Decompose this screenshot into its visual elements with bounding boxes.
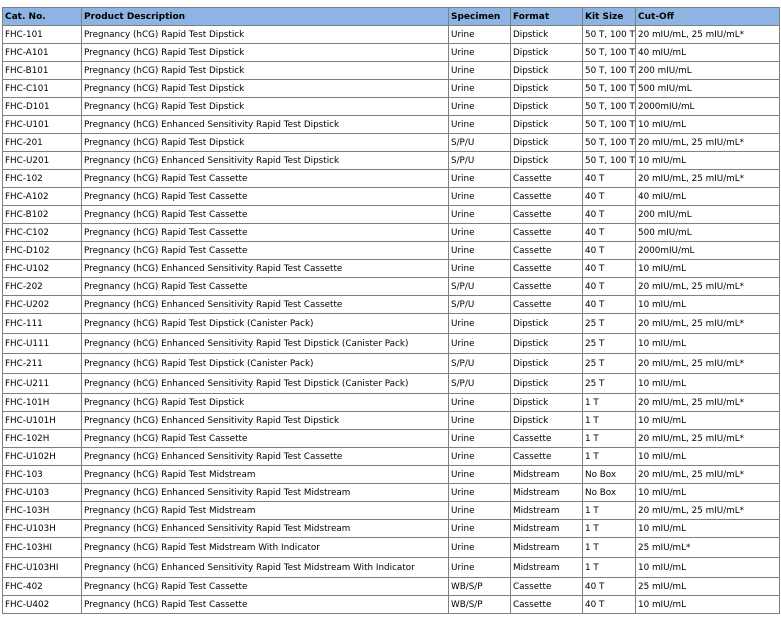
cell-product-description: Pregnancy (hCG) Enhanced Sensitivity Rapid Test Cassette — [82, 296, 449, 314]
cell-format: Dipstick — [511, 134, 583, 152]
cell-kit-size: 40 T — [583, 296, 636, 314]
table-row — [3, 394, 780, 412]
cell-product-description: Pregnancy (hCG) Rapid Test Cassette — [82, 578, 449, 596]
cell-cat-no: FHC-C102 — [3, 224, 82, 242]
cell-product-description: Pregnancy (hCG) Rapid Test Dipstick — [82, 80, 449, 98]
cell-cut-off: 40 mIU/mL — [636, 188, 780, 206]
cell-specimen: Urine — [449, 26, 511, 44]
cell-cat-no: FHC-C101 — [3, 80, 82, 98]
cell-format: Midstream — [511, 558, 583, 578]
cell-kit-size: 1 T — [583, 520, 636, 538]
cell-kit-size: 1 T — [583, 502, 636, 520]
table-row — [3, 170, 780, 188]
cell-kit-size: No Box — [583, 466, 636, 484]
cell-specimen: S/P/U — [449, 296, 511, 314]
table-row — [3, 520, 780, 538]
cell-product-description: Pregnancy (hCG) Rapid Test Dipstick (Canister Pack) — [82, 314, 449, 334]
cell-cat-no: FHC-B102 — [3, 206, 82, 224]
table-row — [3, 334, 780, 354]
cell-format: Dipstick — [511, 26, 583, 44]
cell-specimen: Urine — [449, 558, 511, 578]
cell-cat-no: FHC-103 — [3, 466, 82, 484]
cell-cat-no: FHC-U101 — [3, 116, 82, 134]
table-row — [3, 314, 780, 334]
table-row — [3, 98, 780, 116]
cell-cut-off: 20 mIU/mL, 25 mIU/mL* — [636, 430, 780, 448]
cell-cat-no: FHC-101 — [3, 26, 82, 44]
cell-product-description: Pregnancy (hCG) Rapid Test Cassette — [82, 596, 449, 614]
cell-format: Midstream — [511, 520, 583, 538]
cell-product-description: Pregnancy (hCG) Enhanced Sensitivity Rapid Test Dipstick — [82, 116, 449, 134]
cell-kit-size: 50 T, 100 T — [583, 134, 636, 152]
cell-format: Dipstick — [511, 80, 583, 98]
cell-product-description: Pregnancy (hCG) Rapid Test Dipstick — [82, 394, 449, 412]
table-row — [3, 412, 780, 430]
cell-format: Dipstick — [511, 334, 583, 354]
header-cat-no: Cat. No. — [3, 8, 82, 26]
cell-product-description: Pregnancy (hCG) Rapid Test Midstream — [82, 466, 449, 484]
cell-cut-off: 25 mIU/mL* — [636, 538, 780, 558]
cell-cut-off: 10 mIU/mL — [636, 374, 780, 394]
cell-cat-no: FHC-U201 — [3, 152, 82, 170]
table-row — [3, 206, 780, 224]
cell-cut-off: 20 mIU/mL, 25 mIU/mL* — [636, 134, 780, 152]
cell-kit-size: 25 T — [583, 354, 636, 374]
cell-format: Cassette — [511, 296, 583, 314]
cell-specimen: Urine — [449, 484, 511, 502]
cell-kit-size: 1 T — [583, 538, 636, 558]
cell-specimen: Urine — [449, 448, 511, 466]
cell-specimen: Urine — [449, 502, 511, 520]
cell-cat-no: FHC-102 — [3, 170, 82, 188]
header-product-description: Product Description — [82, 8, 449, 26]
cell-cut-off: 500 mIU/mL — [636, 80, 780, 98]
table-row — [3, 558, 780, 578]
cell-format: Cassette — [511, 596, 583, 614]
cell-format: Cassette — [511, 578, 583, 596]
cell-kit-size: 40 T — [583, 578, 636, 596]
cell-specimen: S/P/U — [449, 134, 511, 152]
table-row — [3, 374, 780, 394]
cell-specimen: WB/S/P — [449, 578, 511, 596]
cell-cat-no: FHC-U402 — [3, 596, 82, 614]
header-cut-off: Cut-Off — [636, 8, 780, 26]
cell-specimen: Urine — [449, 44, 511, 62]
cell-format: Dipstick — [511, 44, 583, 62]
table-row — [3, 430, 780, 448]
table-row — [3, 242, 780, 260]
table-row — [3, 448, 780, 466]
cell-cat-no: FHC-101H — [3, 394, 82, 412]
cell-specimen: Urine — [449, 170, 511, 188]
cell-specimen: Urine — [449, 314, 511, 334]
table-row — [3, 62, 780, 80]
cell-cat-no: FHC-D101 — [3, 98, 82, 116]
cell-cat-no: FHC-103HI — [3, 538, 82, 558]
cell-cut-off: 10 mIU/mL — [636, 520, 780, 538]
cell-cat-no: FHC-U102 — [3, 260, 82, 278]
table-body — [3, 26, 780, 614]
table-row — [3, 502, 780, 520]
cell-kit-size: 40 T — [583, 242, 636, 260]
cell-cut-off: 20 mIU/mL, 25 mIU/mL* — [636, 502, 780, 520]
cell-cut-off: 25 mIU/mL — [636, 578, 780, 596]
cell-kit-size: 40 T — [583, 260, 636, 278]
cell-product-description: Pregnancy (hCG) Rapid Test Dipstick — [82, 44, 449, 62]
cell-specimen: Urine — [449, 224, 511, 242]
cell-kit-size: 40 T — [583, 206, 636, 224]
cell-format: Dipstick — [511, 374, 583, 394]
cell-product-description: Pregnancy (hCG) Rapid Test Dipstick — [82, 134, 449, 152]
cell-format: Midstream — [511, 502, 583, 520]
cell-cat-no: FHC-U101H — [3, 412, 82, 430]
cell-kit-size: 50 T, 100 T — [583, 62, 636, 80]
cell-specimen: Urine — [449, 116, 511, 134]
cell-product-description: Pregnancy (hCG) Enhanced Sensitivity Rapid Test Dipstick — [82, 152, 449, 170]
cell-specimen: WB/S/P — [449, 596, 511, 614]
cell-product-description: Pregnancy (hCG) Rapid Test Dipstick — [82, 62, 449, 80]
cell-format: Midstream — [511, 538, 583, 558]
cell-cut-off: 20 mIU/mL, 25 mIU/mL* — [636, 314, 780, 334]
table-row — [3, 596, 780, 614]
cell-format: Cassette — [511, 242, 583, 260]
cell-format: Midstream — [511, 466, 583, 484]
cell-cut-off: 20 mIU/mL, 25 mIU/mL* — [636, 394, 780, 412]
cell-cat-no: FHC-U102H — [3, 448, 82, 466]
cell-product-description: Pregnancy (hCG) Rapid Test Dipstick (Canister Pack) — [82, 354, 449, 374]
cell-specimen: S/P/U — [449, 374, 511, 394]
cell-cat-no: FHC-U202 — [3, 296, 82, 314]
cell-cat-no: FHC-211 — [3, 354, 82, 374]
table-row — [3, 44, 780, 62]
cell-product-description: Pregnancy (hCG) Enhanced Sensitivity Rapid Test Midstream With Indicator — [82, 558, 449, 578]
cell-product-description: Pregnancy (hCG) Rapid Test Cassette — [82, 278, 449, 296]
cell-specimen: Urine — [449, 98, 511, 116]
cell-kit-size: 50 T, 100 T — [583, 116, 636, 134]
cell-kit-size: No Box — [583, 484, 636, 502]
cell-specimen: Urine — [449, 466, 511, 484]
cell-cut-off: 200 mIU/mL — [636, 62, 780, 80]
cell-cat-no: FHC-B101 — [3, 62, 82, 80]
cell-specimen: Urine — [449, 430, 511, 448]
cell-kit-size: 40 T — [583, 596, 636, 614]
cell-kit-size: 50 T, 100 T — [583, 26, 636, 44]
cell-cut-off: 20 mIU/mL, 25 mIU/mL* — [636, 26, 780, 44]
cell-specimen: Urine — [449, 242, 511, 260]
cell-cat-no: FHC-U111 — [3, 334, 82, 354]
cell-specimen: S/P/U — [449, 278, 511, 296]
cell-format: Dipstick — [511, 314, 583, 334]
cell-product-description: Pregnancy (hCG) Enhanced Sensitivity Rapid Test Midstream — [82, 520, 449, 538]
cell-cat-no: FHC-103H — [3, 502, 82, 520]
cell-format: Midstream — [511, 484, 583, 502]
table-row — [3, 484, 780, 502]
cell-product-description: Pregnancy (hCG) Rapid Test Midstream — [82, 502, 449, 520]
cell-product-description: Pregnancy (hCG) Rapid Test Cassette — [82, 170, 449, 188]
cell-cut-off: 10 mIU/mL — [636, 152, 780, 170]
cell-product-description: Pregnancy (hCG) Enhanced Sensitivity Rapid Test Midstream — [82, 484, 449, 502]
cell-cut-off: 10 mIU/mL — [636, 116, 780, 134]
cell-specimen: Urine — [449, 538, 511, 558]
cell-cut-off: 500 mIU/mL — [636, 224, 780, 242]
cell-format: Dipstick — [511, 98, 583, 116]
cell-cut-off: 10 mIU/mL — [636, 334, 780, 354]
cell-specimen: Urine — [449, 520, 511, 538]
cell-format: Cassette — [511, 224, 583, 242]
cell-format: Cassette — [511, 278, 583, 296]
cell-cut-off: 20 mIU/mL, 25 mIU/mL* — [636, 466, 780, 484]
cell-kit-size: 50 T, 100 T — [583, 152, 636, 170]
cell-format: Cassette — [511, 430, 583, 448]
header-row — [3, 8, 780, 26]
cell-product-description: Pregnancy (hCG) Enhanced Sensitivity Rapid Test Dipstick (Canister Pack) — [82, 334, 449, 354]
header-kit-size: Kit Size — [583, 8, 636, 26]
cell-kit-size: 40 T — [583, 278, 636, 296]
cell-cut-off: 10 mIU/mL — [636, 260, 780, 278]
cell-specimen: Urine — [449, 394, 511, 412]
cell-product-description: Pregnancy (hCG) Rapid Test Dipstick — [82, 98, 449, 116]
cell-kit-size: 40 T — [583, 170, 636, 188]
cell-kit-size: 1 T — [583, 412, 636, 430]
cell-specimen: S/P/U — [449, 152, 511, 170]
table-row — [3, 188, 780, 206]
cell-format: Cassette — [511, 448, 583, 466]
cell-kit-size: 25 T — [583, 334, 636, 354]
table-row — [3, 354, 780, 374]
cell-cut-off: 10 mIU/mL — [636, 558, 780, 578]
table-row — [3, 296, 780, 314]
cell-cut-off: 10 mIU/mL — [636, 412, 780, 430]
cell-kit-size: 1 T — [583, 448, 636, 466]
cell-kit-size: 50 T, 100 T — [583, 98, 636, 116]
cell-format: Dipstick — [511, 412, 583, 430]
cell-cut-off: 10 mIU/mL — [636, 596, 780, 614]
cell-kit-size: 1 T — [583, 394, 636, 412]
cell-cat-no: FHC-U103H — [3, 520, 82, 538]
product-table — [2, 7, 780, 614]
cell-product-description: Pregnancy (hCG) Enhanced Sensitivity Rapid Test Cassette — [82, 260, 449, 278]
cell-cut-off: 10 mIU/mL — [636, 448, 780, 466]
header-specimen: Specimen — [449, 8, 511, 26]
cell-format: Cassette — [511, 170, 583, 188]
cell-format: Dipstick — [511, 152, 583, 170]
cell-cut-off: 40 mIU/mL — [636, 44, 780, 62]
cell-format: Cassette — [511, 260, 583, 278]
cell-format: Dipstick — [511, 394, 583, 412]
cell-cat-no: FHC-U103 — [3, 484, 82, 502]
cell-format: Cassette — [511, 206, 583, 224]
cell-cut-off: 20 mIU/mL, 25 mIU/mL* — [636, 354, 780, 374]
cell-cut-off: 20 mIU/mL, 25 mIU/mL* — [636, 278, 780, 296]
table-row — [3, 260, 780, 278]
cell-specimen: Urine — [449, 80, 511, 98]
table-row — [3, 134, 780, 152]
cell-kit-size: 25 T — [583, 374, 636, 394]
table-row — [3, 116, 780, 134]
cell-specimen: Urine — [449, 206, 511, 224]
cell-product-description: Pregnancy (hCG) Rapid Test Cassette — [82, 206, 449, 224]
cell-cat-no: FHC-U103HI — [3, 558, 82, 578]
cell-cut-off: 2000mIU/mL — [636, 98, 780, 116]
cell-format: Dipstick — [511, 62, 583, 80]
cell-cat-no: FHC-111 — [3, 314, 82, 334]
cell-format: Cassette — [511, 188, 583, 206]
table-row — [3, 26, 780, 44]
cell-product-description: Pregnancy (hCG) Enhanced Sensitivity Rapid Test Dipstick (Canister Pack) — [82, 374, 449, 394]
table-row — [3, 466, 780, 484]
header-format: Format — [511, 8, 583, 26]
cell-cat-no: FHC-201 — [3, 134, 82, 152]
cell-product-description: Pregnancy (hCG) Rapid Test Dipstick — [82, 26, 449, 44]
cell-cut-off: 10 mIU/mL — [636, 484, 780, 502]
cell-cat-no: FHC-A102 — [3, 188, 82, 206]
cell-cut-off: 20 mIU/mL, 25 mIU/mL* — [636, 170, 780, 188]
cell-specimen: Urine — [449, 62, 511, 80]
cell-product-description: Pregnancy (hCG) Rapid Test Cassette — [82, 188, 449, 206]
cell-product-description: Pregnancy (hCG) Rapid Test Midstream With Indicator — [82, 538, 449, 558]
cell-format: Dipstick — [511, 116, 583, 134]
cell-cat-no: FHC-202 — [3, 278, 82, 296]
cell-specimen: Urine — [449, 260, 511, 278]
cell-specimen: Urine — [449, 334, 511, 354]
cell-cut-off: 2000mIU/mL — [636, 242, 780, 260]
table-row — [3, 80, 780, 98]
cell-product-description: Pregnancy (hCG) Rapid Test Cassette — [82, 430, 449, 448]
cell-kit-size: 50 T, 100 T — [583, 44, 636, 62]
cell-kit-size: 1 T — [583, 558, 636, 578]
cell-cat-no: FHC-U211 — [3, 374, 82, 394]
cell-cat-no: FHC-102H — [3, 430, 82, 448]
table-row — [3, 278, 780, 296]
cell-product-description: Pregnancy (hCG) Enhanced Sensitivity Rapid Test Cassette — [82, 448, 449, 466]
cell-cut-off: 200 mIU/mL — [636, 206, 780, 224]
cell-kit-size: 40 T — [583, 188, 636, 206]
cell-product-description: Pregnancy (hCG) Rapid Test Cassette — [82, 242, 449, 260]
table-row — [3, 538, 780, 558]
table-row — [3, 152, 780, 170]
table-row — [3, 578, 780, 596]
cell-kit-size: 50 T, 100 T — [583, 80, 636, 98]
cell-cut-off: 10 mIU/mL — [636, 296, 780, 314]
cell-product-description: Pregnancy (hCG) Enhanced Sensitivity Rapid Test Dipstick — [82, 412, 449, 430]
cell-kit-size: 40 T — [583, 224, 636, 242]
cell-format: Dipstick — [511, 354, 583, 374]
cell-product-description: Pregnancy (hCG) Rapid Test Cassette — [82, 224, 449, 242]
cell-specimen: Urine — [449, 412, 511, 430]
cell-kit-size: 25 T — [583, 314, 636, 334]
cell-cat-no: FHC-A101 — [3, 44, 82, 62]
cell-specimen: S/P/U — [449, 354, 511, 374]
cell-kit-size: 1 T — [583, 430, 636, 448]
cell-cat-no: FHC-402 — [3, 578, 82, 596]
table-row — [3, 224, 780, 242]
cell-cat-no: FHC-D102 — [3, 242, 82, 260]
cell-specimen: Urine — [449, 188, 511, 206]
